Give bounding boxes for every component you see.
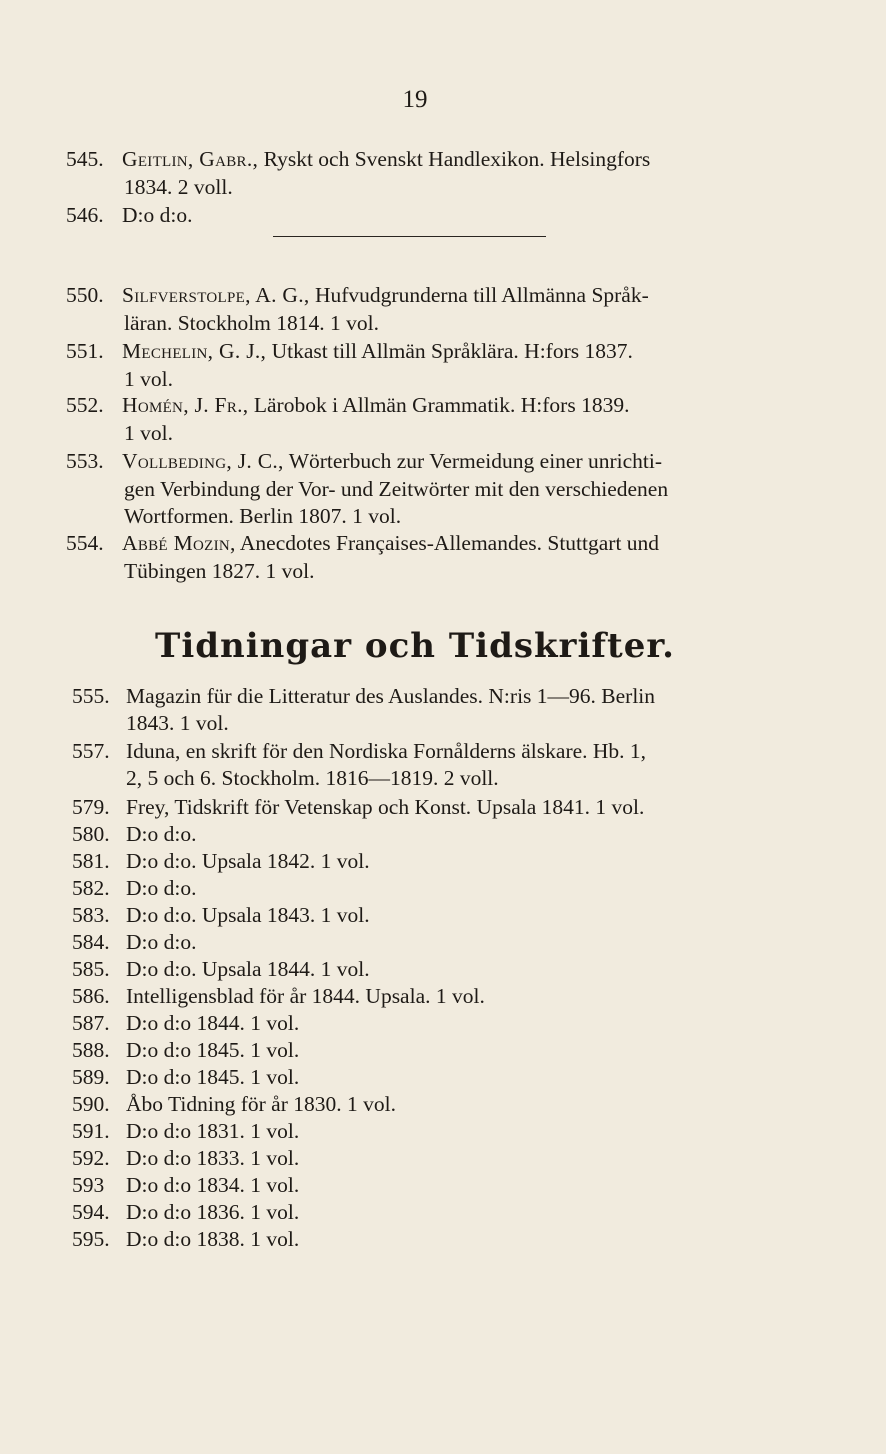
periodical-entry xyxy=(72,738,772,792)
catalog-entry xyxy=(66,146,756,201)
entry-title: D:o d:o. xyxy=(126,822,197,846)
periodical-entry xyxy=(72,1037,772,1064)
entry-title: D:o d:o 1836. 1 vol. xyxy=(126,1200,300,1224)
entry-number: 588. xyxy=(72,1038,110,1062)
catalog-entry xyxy=(66,530,756,585)
periodical-entry xyxy=(72,929,772,956)
entry-author: Vollbeding, J. C., xyxy=(122,449,284,473)
entry-number: 555. xyxy=(72,684,110,708)
catalog-entry xyxy=(66,338,756,393)
periodical-entry xyxy=(72,683,772,737)
entry-number: 586. xyxy=(72,984,110,1008)
entry-title: D:o d:o. Upsala 1843. 1 vol. xyxy=(126,903,370,927)
entry-number: 553. xyxy=(66,449,104,473)
entry-title: D:o d:o 1838. 1 vol. xyxy=(126,1227,300,1251)
entry-number: 583. xyxy=(72,903,110,927)
periodical-entry xyxy=(72,1226,772,1253)
entry-author: Silfverstolpe, A. G., xyxy=(122,283,310,307)
periodical-entry xyxy=(72,821,772,848)
entry-title: D:o d:o 1834. 1 vol. xyxy=(126,1173,300,1197)
periodical-entry xyxy=(72,1064,772,1091)
periodical-entry xyxy=(72,956,772,983)
entry-title: D:o d:o 1833. 1 vol. xyxy=(126,1146,300,1170)
catalog-entry xyxy=(66,448,756,531)
entry-title: D:o d:o 1831. 1 vol. xyxy=(126,1119,300,1143)
entry-number: 545. xyxy=(66,147,104,171)
entry-title: D:o d:o. xyxy=(126,876,197,900)
entry-continuation: 1 vol. xyxy=(124,420,173,445)
entry-number: 579. xyxy=(72,795,110,819)
entry-title: D:o d:o 1845. 1 vol. xyxy=(126,1065,300,1089)
entry-author: Abbé Mozin, xyxy=(122,531,236,555)
entry-number: 582. xyxy=(72,876,110,900)
entry-number: 591. xyxy=(72,1119,110,1143)
entry-number: 580. xyxy=(72,822,110,846)
entry-number: 595. xyxy=(72,1227,110,1251)
periodical-entry xyxy=(72,794,772,821)
entry-title: Frey, Tidskrift för Vetenskap och Konst. Upsala 1841. 1 vol. xyxy=(126,795,645,819)
entry-continuation: 1 vol. xyxy=(124,366,173,391)
catalog-entry xyxy=(66,202,756,230)
entry-title: Utkast till Allmän Språklära. H:fors 1837. xyxy=(271,339,633,363)
page-number: 19 xyxy=(402,86,428,113)
periodical-entry xyxy=(72,1118,772,1145)
entry-number: 590. xyxy=(72,1092,110,1116)
entry-title: D:o d:o 1845. 1 vol. xyxy=(126,1038,300,1062)
section-divider xyxy=(273,236,546,237)
entry-author: Homén, J. Fr., xyxy=(122,393,249,417)
periodical-entry xyxy=(72,1010,772,1037)
section-heading: Tidningar och Tidskrifter. xyxy=(155,626,675,666)
entry-title: Iduna, en skrift för den Nordiska Fornålderns älskare. Hb. 1, xyxy=(126,739,647,763)
entry-continuation: 2, 5 och 6. Stockholm. 1816—1819. 2 voll. xyxy=(126,766,499,790)
entry-title: D:o d:o 1844. 1 vol. xyxy=(126,1011,300,1035)
entry-continuation: gen Verbindung der Vor- und Zeitwörter mit den verschiedenen xyxy=(124,476,669,501)
entry-title: Magazin für die Litteratur des Auslandes. N:ris 1—96. Berlin xyxy=(126,684,656,708)
entry-number: 592. xyxy=(72,1146,110,1170)
entry-number: 585. xyxy=(72,957,110,981)
entry-title: Intelligensblad för år 1844. Upsala. 1 vol. xyxy=(126,984,485,1008)
entry-number: 554. xyxy=(66,531,104,555)
entry-number: 552. xyxy=(66,393,104,417)
entry-number: 551. xyxy=(66,339,104,363)
entry-continuation: Wortformen. Berlin 1807. 1 vol. xyxy=(124,504,402,528)
entry-number: 584. xyxy=(72,930,110,954)
entry-title: Ryskt och Svenskt Handlexikon. Helsingfors xyxy=(263,147,651,171)
periodical-entry xyxy=(72,848,772,875)
entry-continuation: Tübingen 1827. 1 vol. xyxy=(124,558,315,583)
periodical-entry xyxy=(72,1199,772,1226)
entry-title: D:o d:o. Upsala 1844. 1 vol. xyxy=(126,957,370,981)
periodical-entry xyxy=(72,983,772,1010)
entry-number: 581. xyxy=(72,849,110,873)
entry-number: 550. xyxy=(66,283,104,307)
entry-author: Mechelin, G. J., xyxy=(122,339,267,363)
periodical-entry xyxy=(72,875,772,902)
entry-title: Lärobok i Allmän Grammatik. H:fors 1839. xyxy=(253,393,630,417)
periodical-entry xyxy=(72,1172,772,1199)
entry-title: Hufvudgrunderna till Allmänna Språk- xyxy=(314,283,649,307)
entry-title: D:o d:o. xyxy=(122,203,193,227)
entry-continuation: läran. Stockholm 1814. 1 vol. xyxy=(124,310,379,335)
periodical-entry xyxy=(72,1145,772,1172)
entry-author: Geitlin, Gabr., xyxy=(122,147,259,171)
entry-title: D:o d:o. xyxy=(126,930,197,954)
catalog-entry xyxy=(66,282,756,337)
entry-continuation: 1843. 1 vol. xyxy=(126,711,229,735)
entry-title: Wörterbuch zur Vermeidung einer unrichti- xyxy=(288,449,663,473)
entry-continuation: 1834. 2 voll. xyxy=(124,174,233,199)
entry-number: 594. xyxy=(72,1200,110,1224)
periodical-entry xyxy=(72,1091,772,1118)
entry-number: 589. xyxy=(72,1065,110,1089)
entry-number: 546. xyxy=(66,203,104,227)
periodical-entry xyxy=(72,902,772,929)
entry-title: Anecdotes Françaises-Allemandes. Stuttgart und xyxy=(239,531,660,555)
entry-number: 587. xyxy=(72,1011,110,1035)
entry-title: Åbo Tidning för år 1830. 1 vol. xyxy=(126,1092,396,1116)
catalog-entry xyxy=(66,392,756,447)
entry-number: 593 xyxy=(72,1173,105,1197)
entry-title: D:o d:o. Upsala 1842. 1 vol. xyxy=(126,849,370,873)
entry-number: 557. xyxy=(72,739,110,763)
